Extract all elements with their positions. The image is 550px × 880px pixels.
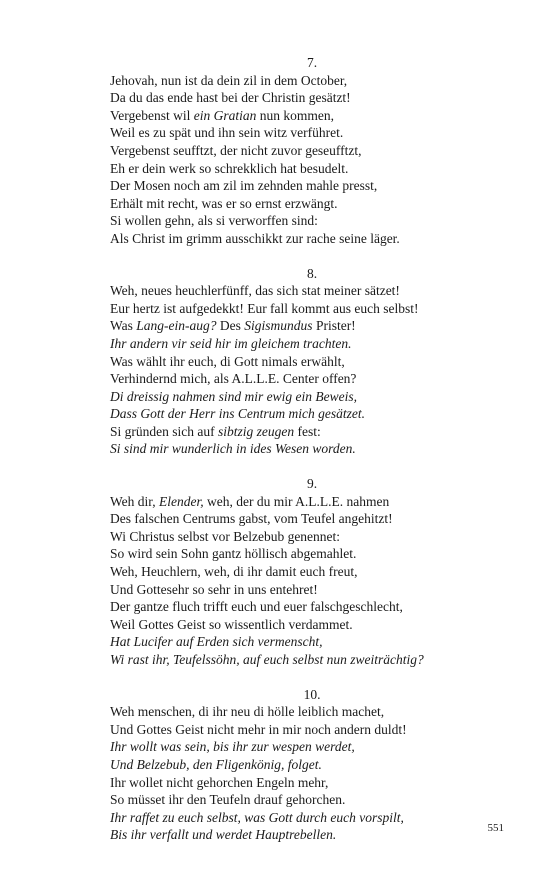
- verse-italic-text: Dass Gott der Herr ins Centrum mich gesätzet.: [110, 406, 365, 422]
- verse-italic-text: Wi rast ihr, Teufelssöhn, auf euch selbst nun zweiträchtig?: [110, 652, 424, 667]
- verse-line: [110, 756, 510, 774]
- page-number: 551: [487, 822, 504, 834]
- stanza-number: 9.: [306, 476, 318, 492]
- verse-text: weh, der du mir A.L.L.E. nahmen: [203, 493, 390, 509]
- verse-line: [110, 89, 510, 107]
- verse-text: Und Gottesehr so sehr in uns entehret!: [110, 581, 318, 597]
- verse-text: Weh menschen, di ihr neu di hölle leiblich machet,: [110, 704, 385, 720]
- verse-text: Weil Gottes Geist so wissentlich verdammet.: [110, 616, 353, 632]
- verse-italic-text: Ihr wollt was sein, bis ihr zur wespen werdet,: [110, 739, 355, 755]
- verse-line: [110, 230, 510, 248]
- verse-line: [110, 300, 510, 318]
- verse-line: [110, 142, 510, 160]
- verse-line: [110, 651, 510, 669]
- verse-line: [110, 510, 510, 528]
- verse-text: Weh, Heuchlern, weh, di ihr damit euch freut,: [110, 564, 358, 580]
- verse-line: [110, 774, 510, 792]
- verse-line: [110, 440, 510, 458]
- verse-text: Ihr wollet nicht gehorchen Engeln mehr,: [110, 774, 329, 790]
- verse-line: [110, 282, 510, 300]
- verse-text: Was wählt ihr euch, di Gott nimals erwählt,: [110, 353, 345, 369]
- verse-line: [110, 317, 510, 335]
- verse-line: [110, 160, 510, 178]
- verse-line: [110, 405, 510, 423]
- verse-text: So müsset ihr den Teufeln drauf gehorchen.: [110, 792, 346, 808]
- verse-text: Eh er dein werk so schrekklich hat besudelt.: [110, 160, 349, 176]
- stanza-lines: [110, 493, 510, 669]
- verse-italic-text: sibtzig zeugen: [217, 423, 295, 439]
- verse-italic-text: Bis ihr verfallt und werdet Hauptrebellen.: [110, 827, 337, 843]
- verse-line: [110, 633, 510, 651]
- stanza-7: [110, 54, 510, 248]
- verse-line: [110, 721, 510, 739]
- verse-line: [110, 826, 510, 844]
- verse-line: [110, 616, 510, 634]
- verse-text: Erhält mit recht, was er so ernst erzwängt.: [110, 195, 338, 211]
- verse-text: Da du das ende hast bei der Christin gesätzt!: [110, 90, 351, 106]
- verse-text: Was: [110, 318, 137, 334]
- verse-line: [110, 791, 510, 809]
- verse-line: [110, 370, 510, 388]
- verse-line: [110, 388, 510, 406]
- verse-line: [110, 493, 510, 511]
- verse-line: [110, 545, 510, 563]
- verse-italic-text: Und Belzebub, den Fligenkönig, folget.: [110, 756, 322, 772]
- verse-text: Als Christ im grimm ausschikkt zur rache seine läger.: [110, 230, 400, 246]
- verse-line: [110, 212, 510, 230]
- verse-text: Vergebenst seufftzt, der nicht zuvor geseufftzt,: [110, 142, 362, 158]
- verse-text: Wi Christus selbst vor Belzebub genennet:: [110, 528, 341, 544]
- verse-text: Der gantze fluch trifft euch und euer falschgeschlecht,: [110, 599, 403, 615]
- verse-italic-text: Lang-ein-aug?: [136, 318, 217, 334]
- verse-text: Si gründen sich auf: [110, 423, 218, 439]
- verse-line: [110, 423, 510, 441]
- verse-line: [110, 581, 510, 599]
- verse-text: Jehovah, nun ist da dein zil in dem October,: [110, 72, 348, 88]
- verse-text: Des falschen Centrums gabst, vom Teufel angehitzt!: [110, 511, 393, 527]
- verse-line: [110, 563, 510, 581]
- verse-line: [110, 72, 510, 90]
- verse-line: [110, 528, 510, 546]
- verse-line: [110, 107, 510, 125]
- stanza-lines: [110, 282, 510, 458]
- poem-body: [110, 54, 510, 844]
- stanza-10: [110, 686, 510, 844]
- verse-line: [110, 809, 510, 827]
- verse-text: So wird sein Sohn gantz höllisch abgemahlet.: [110, 546, 357, 562]
- verse-italic-text: Si sind mir wunderlich in ides Wesen worden.: [110, 441, 356, 457]
- verse-italic-text: Ihr raffet zu euch selbst, was Gott durch euch vorspilt,: [110, 809, 404, 825]
- verse-text: Vergebenst wil: [110, 107, 194, 123]
- verse-text: Der Mosen noch am zil im zehnden mahle presst,: [110, 178, 378, 194]
- stanza-number: 7.: [306, 55, 318, 70]
- verse-text: Prister!: [312, 318, 356, 334]
- verse-line: [110, 353, 510, 371]
- verse-italic-text: Elender,: [158, 493, 204, 509]
- verse-text: Weil es zu spät und ihn sein witz verführet.: [110, 125, 344, 141]
- stanza-number: 10.: [303, 686, 321, 702]
- verse-line: [110, 195, 510, 213]
- verse-text: Si wollen gehn, als si verworffen sind:: [110, 213, 318, 229]
- verse-text: Weh dir,: [110, 493, 159, 509]
- verse-line: [110, 335, 510, 353]
- verse-italic-text: Ihr andern vir seid hir im gleichem trachten.: [110, 335, 352, 351]
- stanza-8: [110, 265, 510, 459]
- stanza-lines: [110, 703, 510, 844]
- verse-text: Eur hertz ist aufgedekkt! Eur fall kommt aus euch selbst!: [110, 300, 419, 316]
- verse-text: Weh, neues heuchlerfünff, das sich stat meiner sätzet!: [110, 283, 400, 299]
- verse-italic-text: Sigismundus: [244, 318, 313, 334]
- verse-text: Des: [216, 318, 245, 334]
- verse-text: fest:: [294, 423, 321, 439]
- verse-line: [110, 738, 510, 756]
- verse-italic-text: Di dreissig nahmen sind mir ewig ein Beweis,: [110, 388, 357, 404]
- stanza-9: [110, 475, 510, 669]
- verse-text: nun kommen,: [256, 107, 334, 123]
- verse-italic-text: Hat Lucifer auf Erden sich vermenscht,: [110, 634, 323, 650]
- verse-line: [110, 124, 510, 142]
- verse-line: [110, 177, 510, 195]
- verse-line: [110, 598, 510, 616]
- stanza-lines: [110, 72, 510, 248]
- stanza-number: 8.: [306, 265, 318, 281]
- verse-text: Und Gottes Geist nicht mehr in mir noch andern duldt!: [110, 721, 407, 737]
- verse-line: [110, 703, 510, 721]
- verse-text: Verhindernd mich, als A.L.L.E. Center offen?: [110, 371, 357, 387]
- verse-italic-text: ein Gratian: [193, 107, 257, 123]
